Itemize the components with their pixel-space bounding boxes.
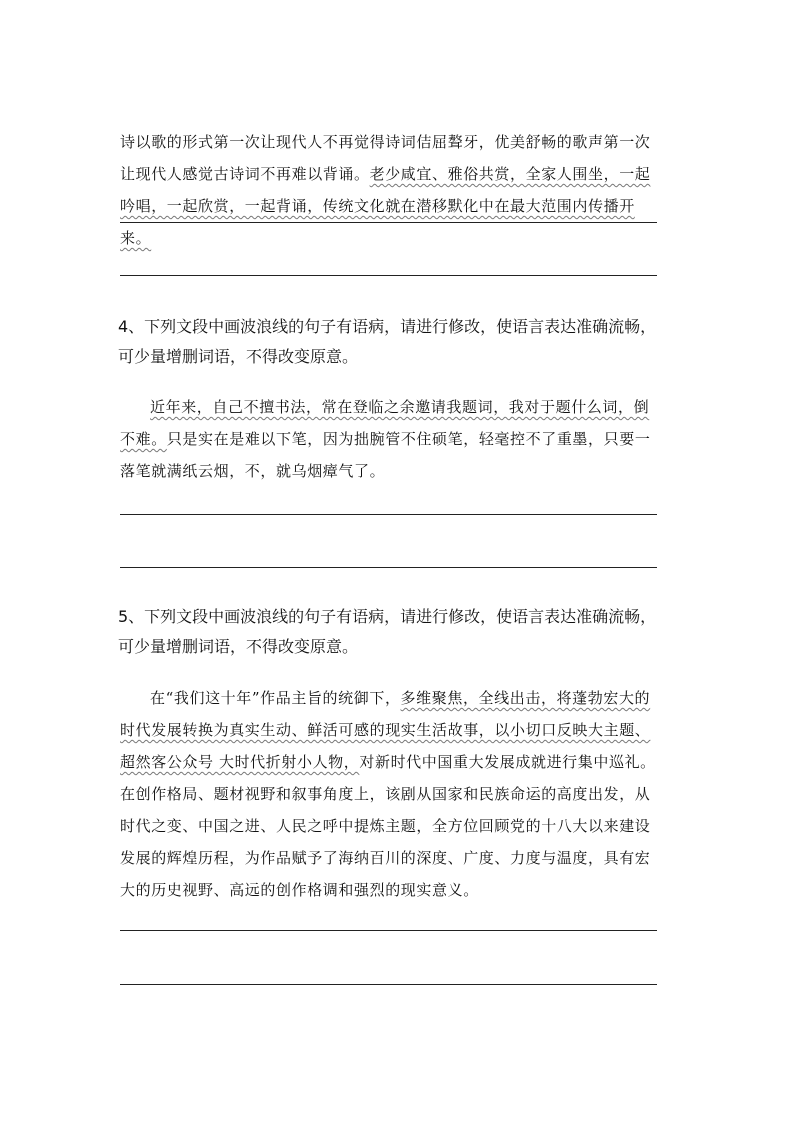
answer-line-4-2[interactable] [120,567,657,568]
answer-line-5-1[interactable] [120,930,657,931]
question-5-prompt: 5、下列文段中画波浪线的句子有语病，请进行修改，使语言表达准确流畅，可少量增删词语，不得改变原意。 [118,607,657,656]
top-passage-text: 诗以歌的形式第一次让现代人不再觉得诗词佶屈聱牙，优美舒畅的歌声第一次让现代人感觉古诗词不再难以背诵。 [120,133,651,183]
q5-wavy-sentence: 多维聚焦，全线出击，将蓬勃宏大的时代发展转换为真实生动、鲜活可感的现实生活故事，以小切口反映大主题、超然客公众号 大时代折射小人物， [120,689,651,771]
answer-line-5-2[interactable] [120,984,657,985]
answer-line-3-2[interactable] [120,275,657,276]
q4-passage-text: 只是实在是难以下笔，因为拙腕管不住硕笔，轻毫控不了重墨，只要一落笔就满纸云烟，不，就乌烟瘴气了。 [120,430,651,480]
answer-line-3-1[interactable] [120,222,657,223]
question-5-passage [120,682,660,906]
q5-passage-text-start: 在“我们这十年”作品主旨的统御下， [150,689,401,707]
question-4-passage [120,391,660,487]
top-passage [120,126,660,254]
top-passage-wavy-sentence: 老少咸宜、雅俗共赏，全家人围坐，一起吟唱，一起欣赏，一起背诵，传统文化就在潜移默化中在最大范围内传播开来。 [120,165,651,247]
answer-line-4-1[interactable] [120,514,657,515]
q5-passage-text-end: 对新时代中国重大发展成就进行集中巡礼。在创作格局、题材视野和叙事角度上，该剧从国家和民族命运的高度出发，从时代之变、中国之进、人民之呼中提炼主题，全方位回顾党的十八大以来建设发展的辉煌历程，为作品赋予了海纳百川的深度、广度、力度与温度，具有宏大的历史视野、高远的创作格调和强烈的现实意义。 [120,753,656,899]
question-4-prompt: 4、下列文段中画波浪线的句子有语病，请进行修改，使语言表达准确流畅，可少量增删词语，不得改变原意。 [118,317,657,366]
q4-wavy-sentence: 近年来，自己不擅书法，常在登临之余邀请我题词，我对于题什么词，倒不难。 [120,398,650,448]
